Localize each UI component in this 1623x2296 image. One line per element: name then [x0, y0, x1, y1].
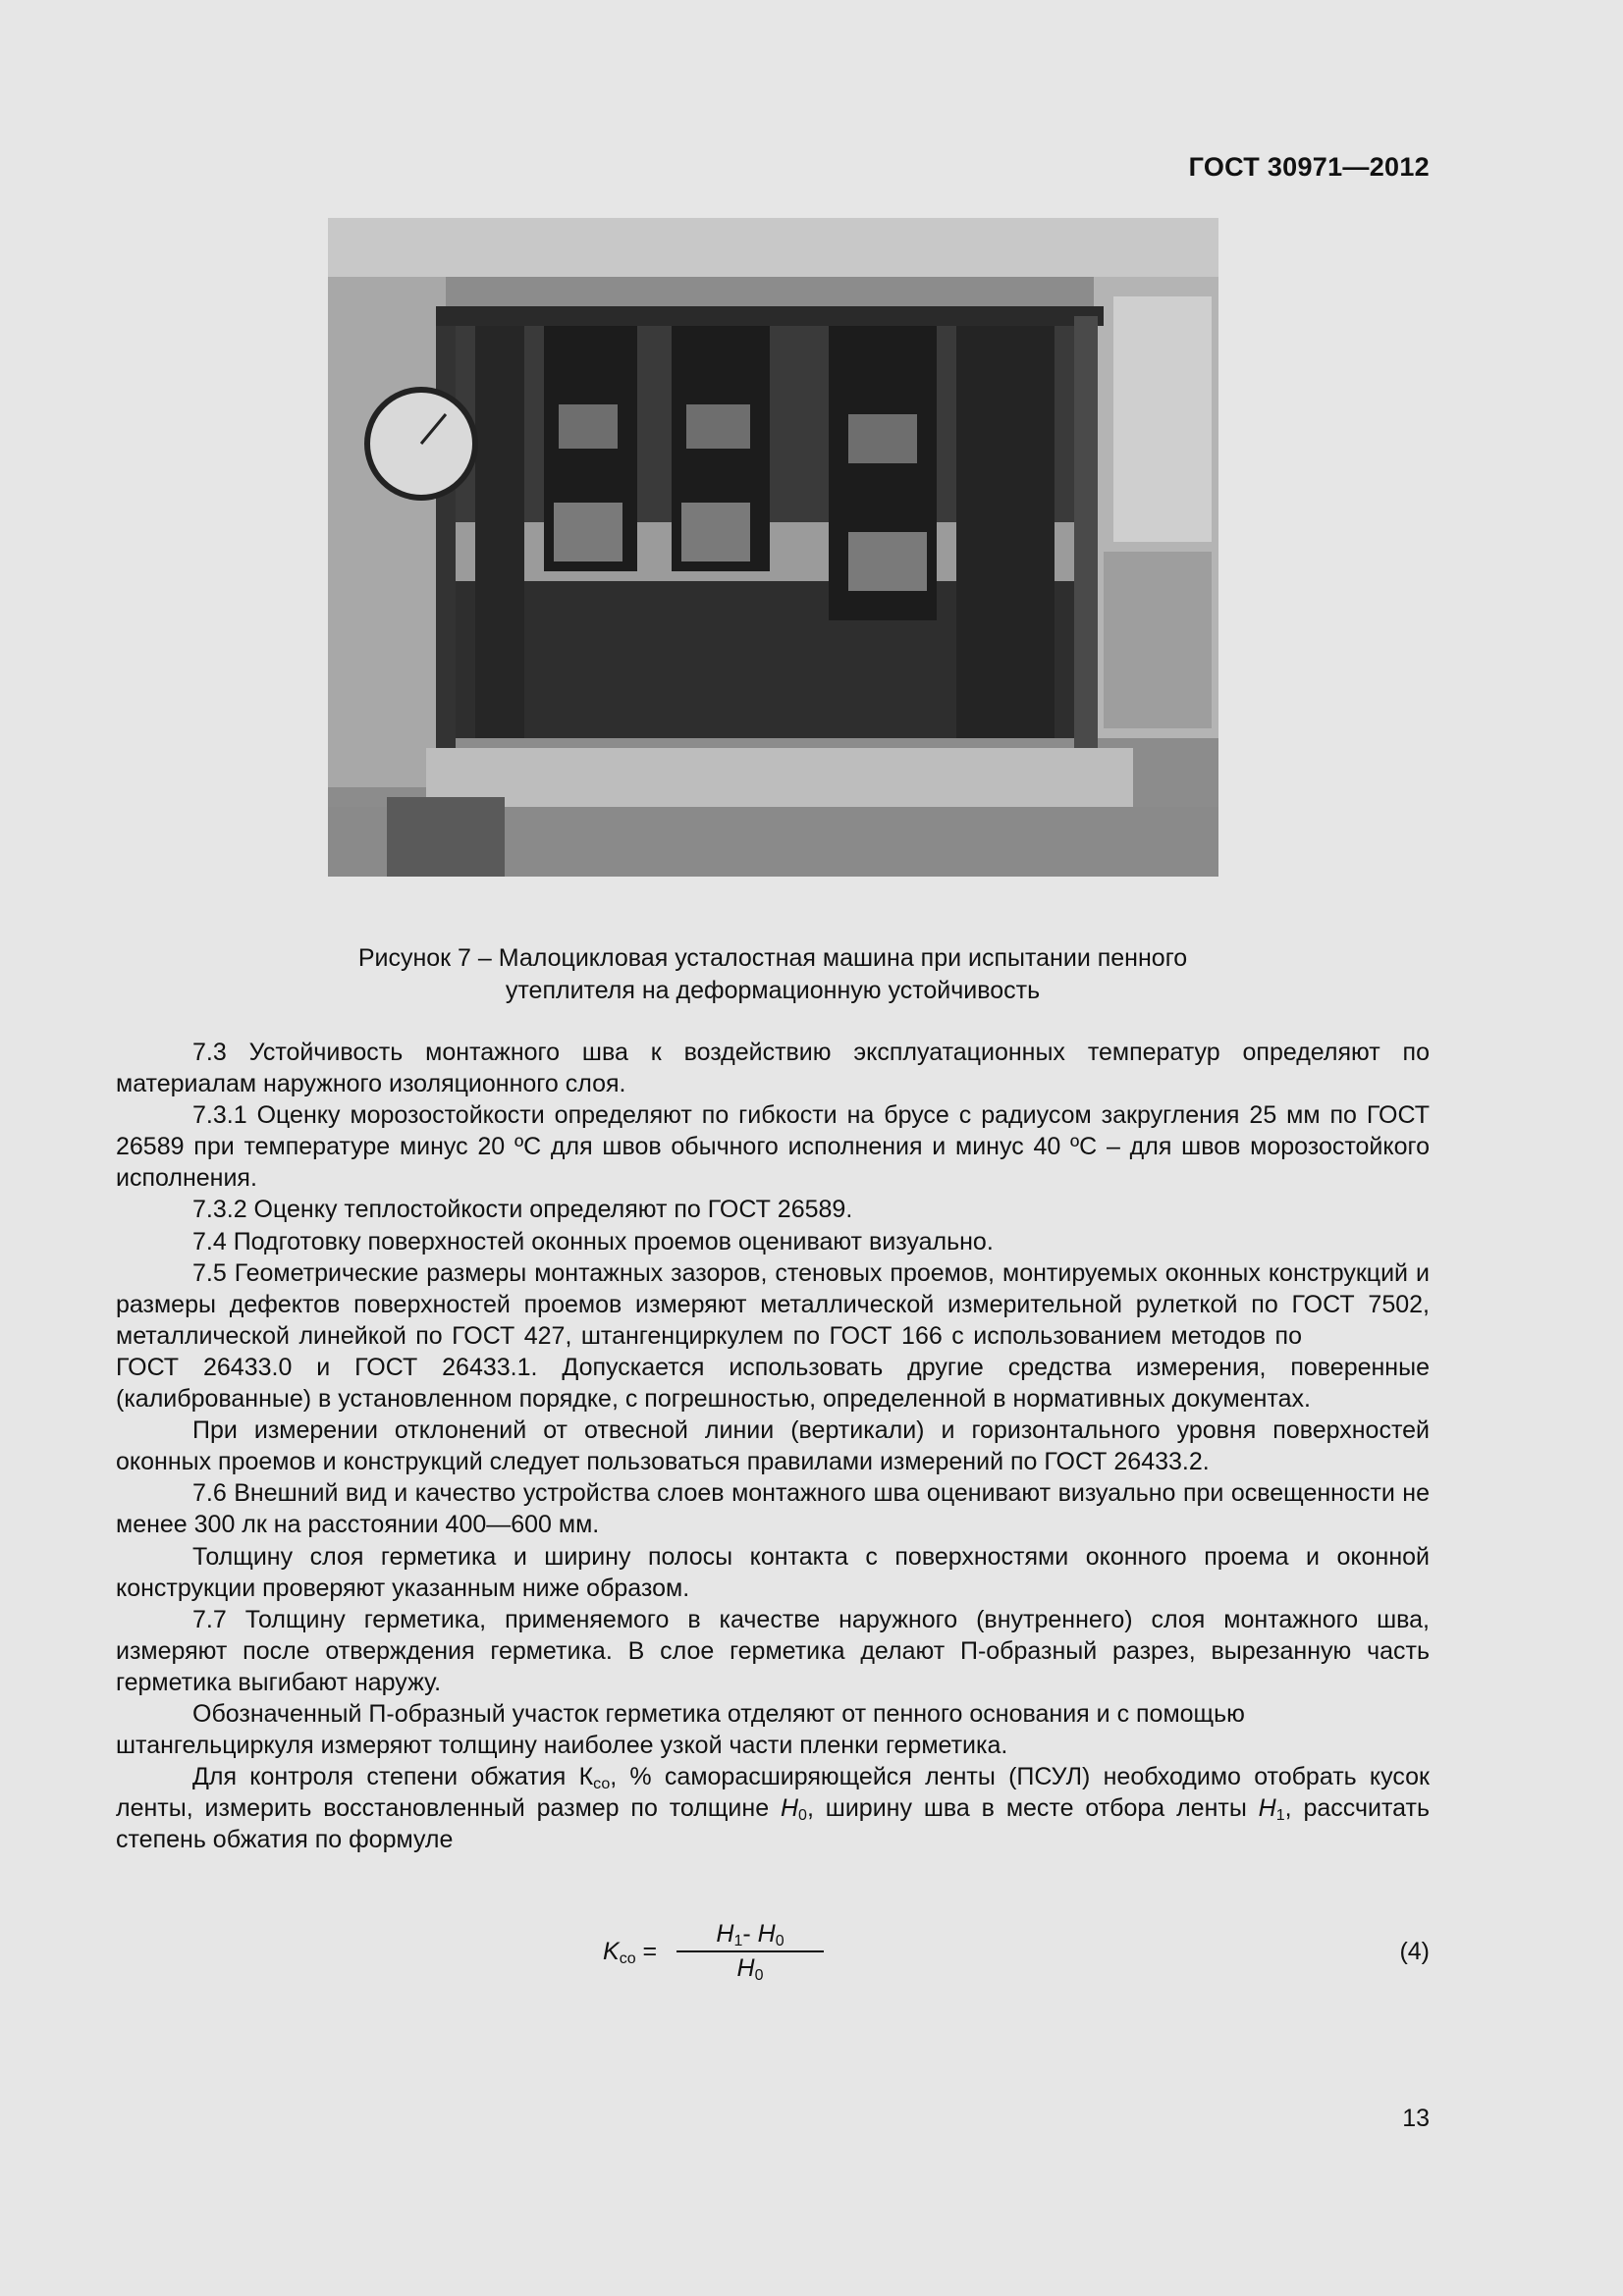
paragraph-7-5: [116, 1257, 1430, 1415]
body-text: [116, 1037, 1430, 1855]
paragraph-7-4: 7.4 Подготовку поверхностей оконных проемов оценивают визуально.: [192, 1227, 994, 1255]
subscript: co: [619, 1950, 636, 1967]
caption-line-2: утеплителя на деформационную устойчивость: [505, 977, 1041, 1004]
paragraph-sealant-thickness: Толщину слоя герметика и ширину полосы контакта с поверхностями оконного проема и оконной конструкции проверяют указанным ниже образом.: [116, 1542, 1430, 1602]
paragraph-7-3-2: 7.3.2 Оценку теплостойкости определяют по ГОСТ 26589.: [192, 1196, 853, 1224]
paragraph-compression: [116, 1761, 1430, 1855]
subscript: 1: [1275, 1807, 1285, 1825]
paragraph-sealant-section: Обозначенный П-образный участок герметика отделяют от пенного основания и с помощью штангельциркуля измеряют толщину наиболее узкой части пленки герметика.: [116, 1699, 1245, 1760]
figure-caption: [116, 942, 1430, 1007]
minus-sign: -: [742, 1920, 758, 1948]
formula-4: [603, 1920, 858, 1989]
text-run: , рассчитать степень обжатия по формуле: [116, 1794, 1430, 1854]
symbol-h: H: [780, 1794, 799, 1823]
subscript: 1: [733, 1933, 743, 1949]
text-run: , ширину шва в месте отбора ленты: [806, 1794, 1259, 1823]
fraction-numerator: [676, 1920, 824, 1952]
paragraph-7-5-part-2: ГОСТ 26433.0 и ГОСТ 26433.1. Допускается использовать другие средства измерения, поверенные (калиброванные) в установленном порядке, с погрешностью, определенной в нормативных документах.: [116, 1353, 1430, 1414]
symbol-h: H: [757, 1920, 776, 1948]
machine-photo: [328, 218, 1218, 877]
text-run: , % саморасширяющейся ленты (ПСУЛ) необходимо отобрать кусок ленты, измерить восстановленный размер по толщине: [116, 1763, 1430, 1823]
subscript: 0: [798, 1807, 807, 1825]
formula-lhs: [603, 1938, 657, 1966]
symbol-k: K: [603, 1938, 620, 1965]
document-id: ГОСТ 30971—2012: [1188, 152, 1430, 182]
symbol-h: H: [736, 1954, 755, 1982]
fraction-denominator: [676, 1952, 824, 1983]
formula-number: (4): [1399, 1938, 1430, 1965]
paragraph-7-3-1: 7.3.1 Оценку морозостойкости определяют по гибкости на брусе с радиусом закругления 25 мм по ГОСТ 26589 при температуре минус 20 ºС для швов обычного исполнения и минус 40 ºС – для швов морозостойкого исполнения.: [116, 1101, 1430, 1193]
paragraph-7-5-part-1: 7.5 Геометрические размеры монтажных зазоров, стеновых проемов, монтируемых оконных конструкций и размеры дефектов поверхностей проемов измеряют металлической измерительной рулеткой по ГОСТ 7502, металлической линейкой по ГОСТ 427, штангенциркулем по ГОСТ 166 с использованием методов по: [116, 1258, 1430, 1350]
subscript: со: [593, 1776, 611, 1793]
subscript: 0: [754, 1967, 764, 1984]
page-number: 13: [1402, 2105, 1430, 2132]
symbol-h: H: [1258, 1794, 1276, 1823]
formula-fraction: [676, 1920, 824, 1983]
equals-sign: =: [635, 1938, 658, 1965]
symbol-h: H: [716, 1920, 734, 1948]
caption-line-1: Рисунок 7 – Малоцикловая усталостная машина при испытании пенного: [357, 944, 1188, 972]
paragraph-measurement-rules: При измерении отклонений от отвесной линии (вертикали) и горизонтального уровня поверхностей оконных проемов и конструкций следует пользоваться правилами измерений по ГОСТ 26433.2.: [116, 1416, 1430, 1476]
paragraph-7-7: 7.7 Толщину герметика, применяемого в качестве наружного (внутреннего) слоя монтажного шва, измеряют после отверждения герметика. В слое герметика делают П-образный разрез, вырезанную часть герметика выгибают наружу.: [116, 1605, 1430, 1696]
subscript: 0: [775, 1933, 784, 1949]
text-run: Для контроля степени обжатия К: [192, 1763, 594, 1791]
paragraph-7-6: 7.6 Внешний вид и качество устройства слоев монтажного шва оценивают визуально при освещенности не менее 300 лк на расстоянии 400—600 мм.: [116, 1479, 1430, 1539]
paragraph-7-3: 7.3 Устойчивость монтажного шва к воздействию эксплуатационных температур определяют по материалам наружного изоляционного слоя.: [116, 1039, 1430, 1098]
